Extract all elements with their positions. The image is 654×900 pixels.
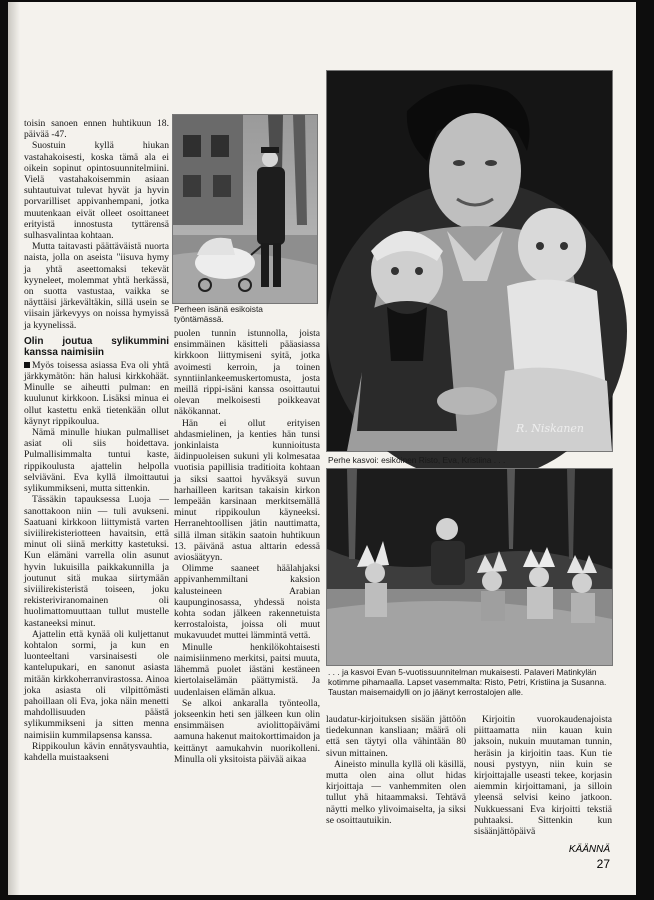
photo-children-yard-caption: . . . ja kasvoi Evan 5-vuotissuunnitelman mukaisesti. Palaveri Matinkylän kotimme pihamaalla. Lapset vasemmalta: Risto, Petri, Kristiina ja Susanna. Taustan maisemaidylli on jo jäänyt kerrostalojen alle. <box>328 667 607 697</box>
page-number: 27 <box>596 857 610 871</box>
photo-children-yard-image <box>327 469 612 665</box>
paragraph-lead-text: Myös toisessa asiassa Eva oli yhtä järkkymätön: hän halusi kirkkohäät. Minulle se aiheutti pulman: en kuulunut kirkkoon. Lisäksi minua ei ollut kastettu enkä tietenkään ollut käynyt rippikoulua. <box>24 359 169 427</box>
photo-father-pram <box>172 114 318 304</box>
paragraph: Aineisto minulla kyllä oli käsillä, mutta olen aina ollut hidas kirjoittaja — vanhemmiten olen tullut yhä hitaammaksi. Tehtävä näytti melko ylivoimaiselta, ja siksi se osoittautuikin. <box>326 758 466 826</box>
turn-page-label: KÄÄNNÄ <box>568 844 610 855</box>
paragraph: Se alkoi ankaralla työnteolla, jokseenkin heti sen jälkeen kun olin ensimmäisen aviolittopäivämi aamuna hakenut maitokorttimaidon ja keittänyt aamukahvin nuorikolleni. Minulla oli yksitoista päivää aikaa <box>174 697 320 765</box>
paragraph: Minulle henkilökohtaisesti naimisiinmeno merkitsi, paitsi muuta, lähemmä puolet iästäni kestäneen kiertolaiselämän päättymistä. Ja uudenlaisen elämän alkua. <box>174 641 320 698</box>
photo-mother-children-caption: Perhe kasvoi: esikoinen Risto, Eva, Kristiina . . . <box>328 455 506 465</box>
paragraph: puolen tunnin istunnolla, joista ensimmäinen käsitteli pääasiassa kirkkoon liittymiseni syitä, jotka avoimesti kerroin, ja toinen synntiinlankeemuskertomusta, josta meillä rippi-isäni kanssa osoittautui olevan melkoisesti poikkeavat näkökannat. <box>174 328 320 418</box>
photo-father-pram-caption: Perheen isänä esikoista työntämässä. <box>174 304 263 324</box>
paragraph: Tässäkin tapauksessa Luoja — sanottakoon niin — tuli avukseni. Saatuani kirkkoon liittymistä varten siviilirekisteriotteen havaitsin, että minut oli siinä merkitty kastetuksi. Kun elämäni varrella olin asunut hyvin lukuisilla paikkakunnilla ja joutunut sitä mukaa siirtymään siviilirekisteristä toiseen, joku rekisteriviranomainen oli huolimattomuuttaan tullut mustelle kastaneeksi minut. <box>24 494 169 629</box>
paragraph: Rippikoulun kävin ennätysvauhtia, kahdella muistaakseni <box>24 740 169 763</box>
paragraph: Nämä minulle hiukan pulmalliset asiat oli siis hoidettava. Pulmallisimmalta tuntui kaste, rippikoulusta ajattelin helpolla selviäväni. Eva kyllä ilmoittautui sylikummikseni, mutta sittenkin. <box>24 427 169 495</box>
photographer-signature: R. Niskanen <box>516 422 584 435</box>
paragraph: toisin sanoen ennen huhtikuun 18. päivää -47. <box>24 118 169 141</box>
paragraph: Mutta taitavasti päättäväistä nuorta naista, jolla on aseista "iisuva hymy ja yhtä aseettomaksi tekevät kyyneleet, molemmat yhtä herkässä, on suotta vastustaa, vaikka se näyttäisi järkevältäkin, sillä usein se viisain järkevyys on noissa hymyissä ja kyynelissä. <box>24 241 169 331</box>
paragraph: Kirjoitin vuorokaudenajoista piittaamatta niin kauan kuin jaksoin, nukuin muutaman tunnin, heräsin ja kirjoitin taas. Kun tie nousi pystyyn, niin kuin se kirjoittajalle useasti tekee, korjasin aiemmin kirjoittamani, ja silloin yleensä selvisi keino jatkoon. Nukkuessani Eva kirjoitti tekstiä puhtaaksi. Sittenkin kun sisäänjättöpäivä <box>474 714 612 838</box>
photo-father-pram-image <box>173 115 317 303</box>
photo-children-yard <box>326 468 613 666</box>
photo-mother-children-image <box>327 71 612 451</box>
article-column-1 <box>24 118 169 884</box>
article-column-4 <box>474 714 612 836</box>
photo-mother-children <box>326 70 613 452</box>
article-column-3 <box>326 714 466 836</box>
paragraph: Ajattelin että kynää oli kuljettanut kohtalon sormi, ja kun en luonteeltani varsinaisesti ole kantelupukari, en sanonut asiasta mitään kirkkoherranvirastossa. Ainoa joka asiasta oli vilpittömästi pahoillaan oli Eva, joka näin menetti mahdollisuuden päästä sylikummikseni ja sitten menna naimisiin kummilapsensa kanssa. <box>24 628 169 741</box>
bullet-square-icon <box>24 362 30 368</box>
paragraph-lead <box>24 360 169 427</box>
paragraph: laudatur-kirjoituksen sisään jättöön tiedekunnan kansliaan; määrä oli että sen täytyi olla vähintään 80 sivun mittainen. <box>326 714 466 759</box>
article-column-2 <box>174 328 320 765</box>
paragraph: Olimme saaneet häälahjaksi appivanhemmiltani kaksion kalusteineen Arabian kaupunginosassa, yhdessä noista kohta sodan jälkeen rakennetuista kerrostaloista, joissa oli muut mukavuudet muttei lämmintä vettä. <box>174 563 320 642</box>
paragraph: Hän ei ollut erityisen ahdasmielinen, ja kenties hän tunsi jonkinlaista kunnioitusta äidinpuoleisen sukuni yli kolmesataa vuotisia papillisia traditioita kohtaan ja siksi saattoi hyväksyä suvun harhailleen karitsan takaisin kirkon lempeään karsinaan merkitsemällä minut rippikoulun käyneeksi. Herranehtoollisen jätin nauttimatta, sillä ilman sitäkin saatoin huhtikuun 13. päivänä astua alttarin edessä aviosäätyyn. <box>174 417 320 564</box>
page-gutter-shadow <box>8 2 20 895</box>
subheading: Olin joutua sylikummini kanssa naimisiin <box>24 335 169 359</box>
magazine-page <box>8 2 636 895</box>
paragraph: Suostuin kyllä hiukan vastahakoisesti, koska tämä ala ei oikein sopinut opintosuunnitelmiini. Vielä vastahakoisemmin asiaan suhtautuivat tulevat hyvät ja hyvin porvarilliset appivanhempani, jotka muutenkaan eivät olleet osoittaneet erityistä innostusta tyttärensä sulhasvalintaa kohtaan. <box>24 140 169 242</box>
